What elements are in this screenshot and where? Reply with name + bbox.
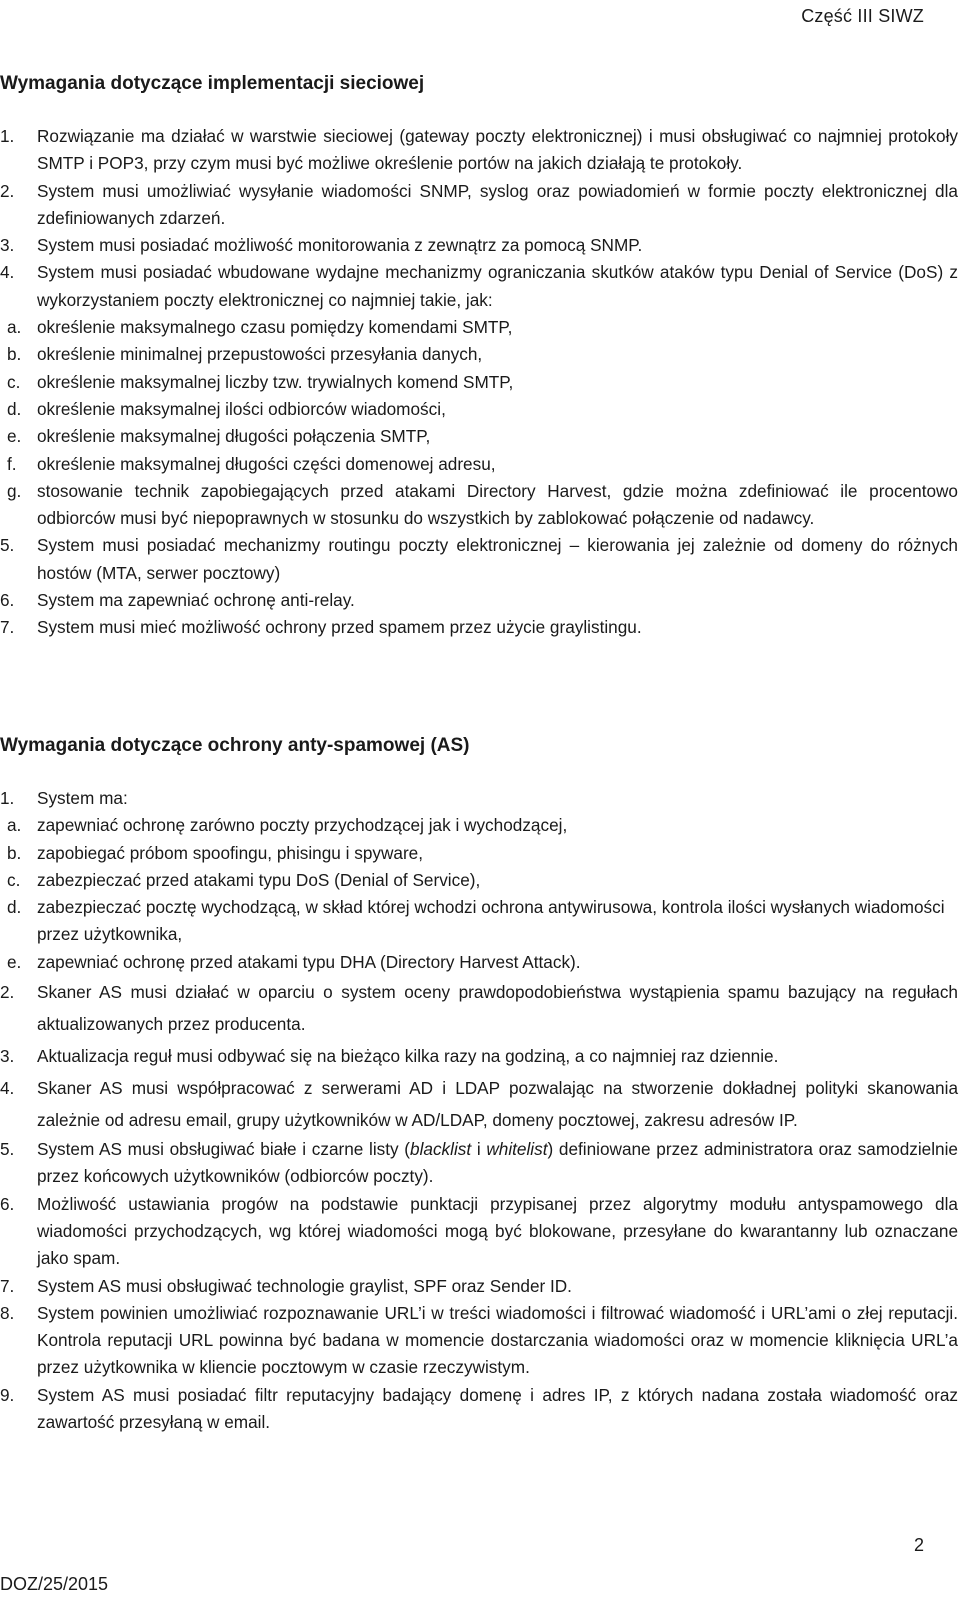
list-item [0,587,958,614]
item-text: Skaner AS musi działać w oparciu o system oceny prawdopodobieństwa wystąpienia spamu bazujący na regułach aktualizowanych przez producenta. [37,982,958,1035]
list-item [0,1136,958,1191]
item-number: 7. [0,617,15,638]
item-number: 5. [0,535,15,556]
item-number: d. [7,398,22,419]
item-text: System AS musi obsługiwać technologie graylist, SPF oraz Sender ID. [37,1275,572,1296]
list-item [7,369,958,396]
item-text: określenie maksymalnej długości części domenowej adresu, [37,453,496,474]
item-number: 7. [0,1275,15,1296]
item-number: 5. [0,1139,15,1160]
list-item [0,1191,958,1273]
page-number: 2 [913,1535,924,1555]
item-text: zabezpieczać przed atakami typu DoS (Denial of Service), [37,869,481,890]
item-number: 2. [0,982,15,1003]
list-item [7,396,958,423]
list-item [0,785,958,812]
item-text: zapobiegać próbom spoofingu, phisingu i spyware, [37,842,424,863]
item-number: 3. [0,235,15,256]
list-item [7,840,958,867]
item-number: 6. [0,590,15,611]
item-text: określenie maksymalnej liczby tzw. trywialnych komend SMTP, [37,371,514,392]
item-text: System ma: [37,788,128,808]
item-text: określenie minimalnej przepustowości przesyłania danych, [37,344,483,365]
item-text: Możliwość ustawiania progów na podstawie punktacji przypisanej przez algorytmy modułu antyspamowego dla wiadomości przychodzących, wg której wiadomości mogą być blokowane, przesyłane do kwarantanny lub oznaczane jako spam. [37,1193,958,1269]
list-item [0,1072,958,1136]
item-number: c. [7,869,21,890]
list-item [7,867,958,894]
item-number: 4. [0,262,15,283]
item-number: 1. [0,788,15,808]
item-text: System musi posiadać mechanizmy routingu poczty elektronicznej – kierowania jej zależnie od domeny do różnych hostów (MTA, serwer pocztowy) [37,535,958,583]
item-number: b. [7,842,22,863]
item-number: e. [7,426,22,447]
list-item [7,478,958,533]
item-text: Rozwiązanie ma działać w warstwie sieciowej (gateway poczty elektronicznej) i musi obsługiwać co najmniej protokoły SMTP i POP3, przy czym musi być możliwe określenie portów na jakich działają te protokoły. [37,126,958,174]
item-number: 4. [0,1078,15,1099]
item-number: a. [7,815,22,836]
item-text-part: ) definiowane przez administratora oraz samodzielnie przez końcowych użytkowników (odbiorców poczty). [37,1139,958,1187]
list-item [0,1300,958,1382]
item-text: zapewniać ochronę przed atakami typu DHA (Directory Harvest Attack). [37,951,581,972]
item-number: 3. [0,1046,15,1067]
item-number: 6. [0,1193,15,1214]
item-number: 9. [0,1384,15,1405]
item-number: f. [7,453,17,474]
list-item [7,314,958,341]
item-text: System musi posiadać możliwość monitorowania z zewnątrz za pomocą SNMP. [37,235,643,256]
list-item [0,976,958,1040]
list-item [7,341,958,368]
item-number: 1. [0,126,15,146]
list-item [0,1040,958,1072]
item-text: System musi mieć możliwość ochrony przed spamem przez użycie graylistingu. [37,617,642,638]
item-text-part: System AS musi obsługiwać białe i czarne listy ( [37,1139,411,1160]
item-text: System powinien umożliwiać rozpoznawanie URL’i w treści wiadomości i filtrować wiadomość i URL’ami o złej reputacji. Kontrola reputacji URL powinna być badana w momencie dostarczania wiadomości oraz w momencie kliknięcia URL’a przez użytkownika w kliencie pocztowym w czasie rzeczywistym. [37,1302,958,1378]
list-item [0,259,958,314]
list-item [0,123,958,178]
list-item [7,812,958,839]
item-number: d. [7,897,22,918]
item-text-italic: whitelist [486,1139,548,1160]
item-number: a. [7,317,22,338]
list-item [7,451,958,478]
item-text: Skaner AS musi współpracować z serwerami AD i LDAP pozwalając na stworzenie dokładnej polityki skanowania zależnie od adresu email, grupy użytkowników w AD/LDAP, domeny pocztowej, zakresu adresów IP. [37,1078,958,1131]
list-item [0,178,958,233]
item-number: g. [7,480,22,501]
network-requirements-list [0,123,958,642]
item-number: 8. [0,1302,15,1323]
list-item [7,423,958,450]
item-text-italic: blacklist [410,1139,472,1160]
document-part-header: Część III SIWZ [801,6,924,26]
item-text-part: i [471,1139,487,1160]
item-text [37,1136,958,1191]
item-number: b. [7,344,22,365]
item-number: 2. [0,180,15,201]
item-text: System musi posiadać wbudowane wydajne mechanizmy ograniczania skutków ataków typu Denial of Service (DoS) z wykorzystaniem poczty elektronicznej co najmniej takie, jak: [37,262,958,310]
item-number: e. [7,951,22,972]
list-item [0,1273,958,1300]
item-text: System musi umożliwiać wysyłanie wiadomości SNMP, syslog oraz powiadomień w formie poczty elektronicznej dla zdefiniowanych zdarzeń. [37,180,958,228]
list-item [7,894,958,949]
list-item [0,614,958,641]
item-text: określenie maksymalnej długości połączenia SMTP, [37,426,431,447]
section-heading-antispam: Wymagania dotyczące ochrony anty-spamowej (AS) [0,735,470,756]
section-heading-network: Wymagania dotyczące implementacji sieciowej [0,73,425,94]
list-item [0,1382,958,1437]
item-text: System AS musi posiadać filtr reputacyjny badający domenę i adres IP, z których nadana została wiadomość oraz zawartość przesyłaną w email. [37,1384,958,1433]
item-text: System ma zapewniać ochronę anti-relay. [37,590,355,611]
list-item [0,232,958,259]
item-text: zabezpieczać pocztę wychodzącą, w skład której wchodzi ochrona antywirusowa, kontrola ilości wysłanych wiadomości przez użytkownika, [37,897,945,945]
list-item [7,949,958,976]
list-item [0,532,958,587]
item-text: stosowanie technik zapobiegających przed atakami Directory Harvest, gdzie można zdefiniować ile procentowo odbiorców musi być niepoprawnych w stosunku do wszystkich by zablokować połączenie od nadawcy. [37,480,958,529]
document-id: DOZ/25/2015 [0,1574,109,1594]
item-text: Aktualizacja reguł musi odbywać się na bieżąco kilka razy na godziną, a co najmniej raz dziennie. [37,1046,779,1067]
item-text: zapewniać ochronę zarówno poczty przychodzącej jak i wychodzącej, [37,815,568,836]
item-text: określenie maksymalnej ilości odbiorców wiadomości, [37,398,446,419]
antispam-requirements-list [0,785,958,1436]
item-text: określenie maksymalnego czasu pomiędzy komendami SMTP, [37,317,513,338]
item-number: c. [7,371,21,392]
